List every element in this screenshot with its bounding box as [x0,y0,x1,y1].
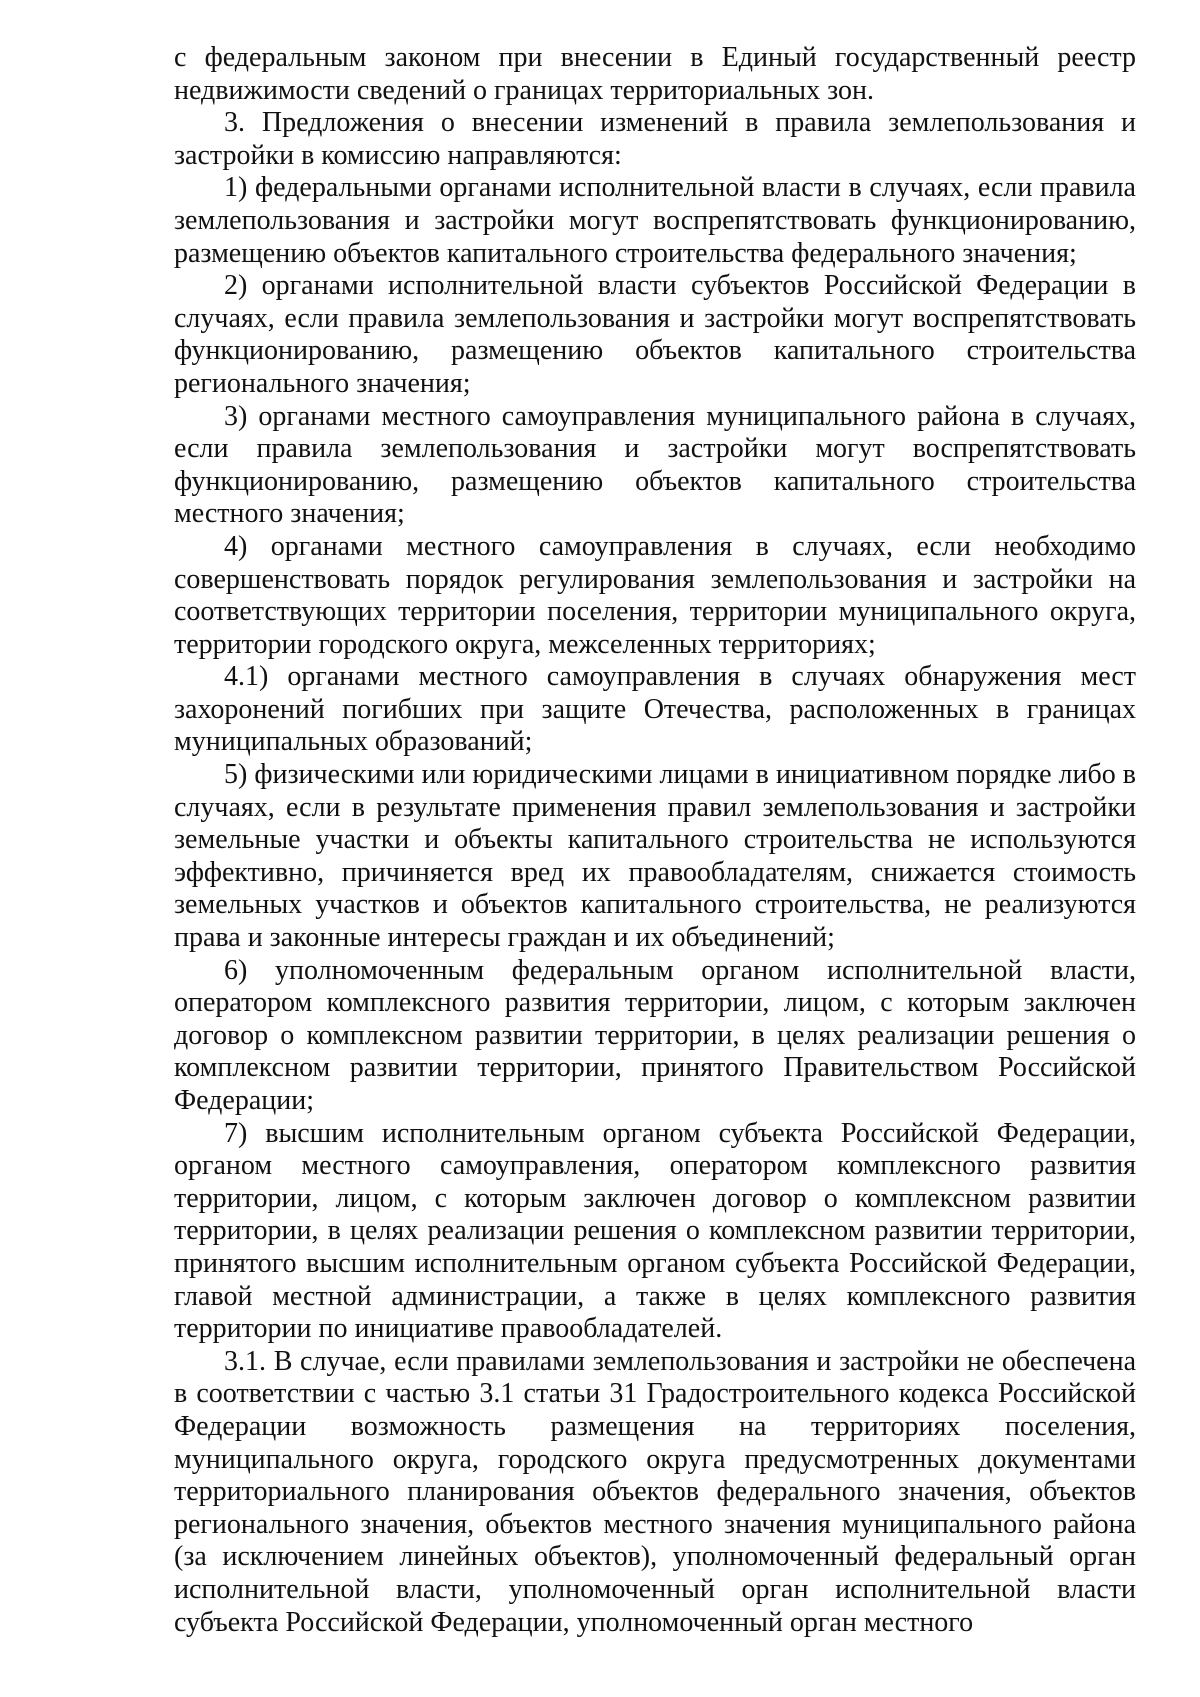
paragraph-item-3-1: 3.1. В случае, если правилами землепользования и застройки не обеспечена в соответствии с частью 3.1 статьи 31 Градостроительного кодекса Российской Федерации возможность размещения на территориях поселения, муниципального округа, городского округа предусмотренных документами территориального планирования объектов федерального значения, объектов регионального значения, объектов местного значения муниципального района (за исключением линейных объектов), уполномоченный федеральный орган исполнительной власти, уполномоченный орган исполнительной власти субъекта Российской Федерации, уполномоченный орган местного [174,1345,1136,1638]
paragraph-continuation: с федеральным законом при внесении в Единый государственный реестр недвижимости сведений о границах территориальных зон. [174,42,1136,106]
paragraph-item-3: 3. Предложения о внесении изменений в правила землепользования и застройки в комиссию направляются: [174,107,1136,171]
paragraph-subitem-3: 3) органами местного самоуправления муниципального района в случаях, если правила землепользования и застройки могут воспрепятствовать функционированию, размещению объектов капитального строительства местного значения; [174,400,1136,530]
paragraph-subitem-5: 5) физическими или юридическими лицами в инициативном порядке либо в случаях, если в результате применения правил землепользования и застройки земельные участки и объекты капитального строительства не используются эффективно, причиняется вред их правообладателям, снижается стоимость земельных участков и объектов капитального строительства, не реализуются права и законные интересы граждан и их объединений; [174,759,1136,954]
paragraph-subitem-7: 7) высшим исполнительным органом субъекта Российской Федерации, органом местного самоуправления, оператором комплексного развития территории, лицом, с которым заключен договор о комплексном развитии территории, в целях реализации решения о комплексном развитии территории, принятого высшим исполнительным органом субъекта Российской Федерации, главой местной администрации, а также в целях комплексного развития территории по инициативе правообладателей. [174,1117,1136,1345]
paragraph-subitem-4-1: 4.1) органами местного самоуправления в случаях обнаружения мест захоронений погибших при защите Отечества, расположенных в границах муниципальных образований; [174,661,1136,758]
paragraph-subitem-6: 6) уполномоченным федеральным органом исполнительной власти, оператором комплексного развития территории, лицом, с которым заключен договор о комплексном развитии территории, в целях реализации решения о комплексном развитии территории, принятого Правительством Российской Федерации; [174,954,1136,1116]
paragraph-subitem-1: 1) федеральными органами исполнительной власти в случаях, если правила землепользования и застройки могут воспрепятствовать функционированию, размещению объектов капитального строительства федерального значения; [174,172,1136,269]
document-page [174,42,1136,1639]
paragraph-subitem-2: 2) органами исполнительной власти субъектов Российской Федерации в случаях, если правила землепользования и застройки могут воспрепятствовать функционированию, размещению объектов капитального строительства регионального значения; [174,270,1136,399]
paragraph-subitem-4: 4) органами местного самоуправления в случаях, если необходимо совершенствовать порядок регулирования землепользования и застройки на соответствующих территории поселения, территории муниципального округа, территории городского округа, межселенных территориях; [174,530,1136,660]
